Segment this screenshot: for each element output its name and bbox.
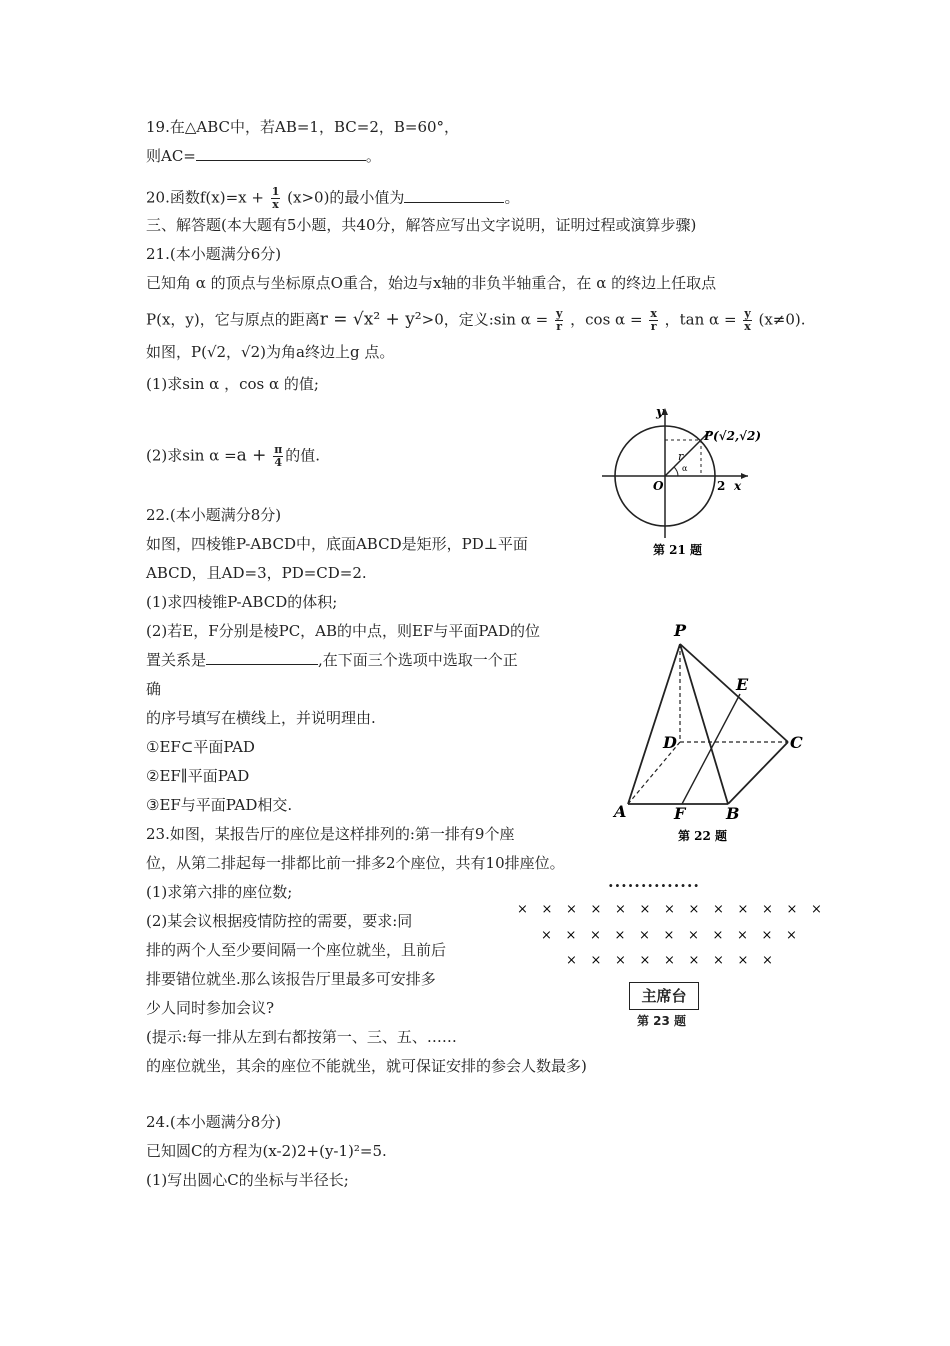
fig23-stage-box: 主席台 <box>629 982 699 1010</box>
fig21-y-label: y <box>656 405 664 420</box>
q21-part2: (2)求sin α =a + $\frac{\pi}{4}$ 的值. <box>146 443 321 469</box>
q20-answer-blank[interactable] <box>404 188 504 203</box>
q22-title: 22.(本小题满分8分) <box>146 506 282 524</box>
q21-frac-cos: $\frac{x}{r}$ <box>650 307 657 333</box>
q22-part2d: 的序号填写在横线上，并说明理由. <box>146 709 376 727</box>
seat-cross-icon: × <box>615 902 626 917</box>
seat-cross-icon: × <box>762 902 773 917</box>
fig22-d-label: D <box>663 733 677 752</box>
edge-pc <box>680 644 788 742</box>
fig23-caption: 第 23 题 <box>637 1014 687 1028</box>
seat-cross-icon: × <box>664 953 675 968</box>
fig22-caption: 第 22 题 <box>678 829 728 843</box>
fig21-two-label: 2 <box>717 479 726 493</box>
q20-suffix: 。 <box>504 188 520 207</box>
q21-figure <box>598 404 788 568</box>
seat-cross-icon: × <box>565 928 577 943</box>
seat-cross-icon: × <box>688 902 700 917</box>
q21-line3: 如图，P(√2，√2)为角a终边上g 点。 <box>146 343 395 361</box>
q20-prefix: 20.函数f(x)=x + <box>146 188 264 207</box>
q22-part1: (1)求四棱锥P-ABCD的体积; <box>146 593 338 611</box>
q23-line1: 23.如图，某报告厅的座位是这样排列的:第一排有9个座 <box>146 825 515 843</box>
edge-bc <box>728 742 788 804</box>
q23-part2c: 排要错位就坐.那么该报告厅里最多可安排多 <box>146 970 436 988</box>
seat-cross-icon: × <box>590 902 602 917</box>
seat-cross-icon: × <box>639 953 651 968</box>
seat-cross-icon: × <box>688 928 699 943</box>
q21-line1: 已知角 α 的顶点与坐标原点O重合，始边与x轴的非负半轴重合，在 α 的终边上任取点 <box>146 274 717 292</box>
q23-part2b: 排的两个人至少要间隔一个座位就坐，且前后 <box>146 941 447 959</box>
q21-line2: P(x，y)，它与原点的距离r = √x² + y²>0，定义:sin α = $\frac{y}{r}$ ，cos α = $\frac{x}{r}$ ，tan α = $\frac{y}{x}$ (x≠0). <box>146 307 806 333</box>
seat-cross-icon: × <box>761 928 773 943</box>
q19-suffix: 。 <box>365 147 381 165</box>
q22-line2: ABCD，且AD=3，PD=CD=2. <box>146 564 367 582</box>
seat-cross-icon: × <box>541 902 553 917</box>
q22-part2: (2)若E，F分别是棱PC，AB的中点，则EF与平面PAD的位 <box>146 622 540 640</box>
q24-title: 24.(本小题满分8分) <box>146 1113 282 1131</box>
fig22-e-label: E <box>736 675 749 694</box>
seat-cross-icon: × <box>517 902 528 917</box>
fig23-back-row-dots: ·············· <box>608 876 700 895</box>
seat-cross-icon: × <box>664 902 675 917</box>
fig22-b-label: B <box>726 804 740 823</box>
seat-cross-icon: × <box>639 902 651 917</box>
q20-middle: (x>0)的最小值为 <box>287 188 405 207</box>
fig21-o-label: O <box>653 479 664 493</box>
seat-cross-icon: × <box>737 902 749 917</box>
seat-cross-icon: × <box>590 928 601 943</box>
section3-heading: 三、解答题(本大题有5小题，共40分，解答应写出文字说明，证明过程或演算步骤) <box>146 216 697 234</box>
seat-cross-icon: × <box>737 953 749 968</box>
q22-option2: ②EF∥平面PAD <box>146 767 250 785</box>
q23-hint2: 的座位就坐，其余的座位不能就坐，就可保证安排的参会人数最多) <box>146 1057 587 1075</box>
seat-cross-icon: × <box>786 928 797 943</box>
seat-cross-icon: × <box>566 902 577 917</box>
fig22-a-label: A <box>614 802 627 821</box>
angle-arc <box>674 467 678 476</box>
q20-line <box>146 186 519 211</box>
seat-cross-icon: × <box>737 928 748 943</box>
fig22-c-label: C <box>790 733 803 752</box>
fig21-r-label: r <box>678 450 684 463</box>
q21-title: 21.(本小题满分6分) <box>146 245 282 263</box>
fig22-p-label: P <box>674 621 687 640</box>
q19-line1: 19.在△ABC中，若AB=1，BC=2，B=60°， <box>146 118 460 136</box>
seat-cross-icon: × <box>713 902 724 917</box>
edge-pb <box>680 644 728 804</box>
seat-cross-icon: × <box>590 953 602 968</box>
fig21-caption: 第 21 题 <box>653 543 703 557</box>
q22-part2b: 置关系是 ,在下面三个选项中选取一个正 <box>146 651 518 669</box>
q21-part1: (1)求sin α ，cos α 的值; <box>146 375 319 393</box>
q22-answer-blank[interactable] <box>206 650 318 665</box>
q23-hint1: (提示:每一排从左到右都按第一、三、五、…… <box>146 1028 457 1046</box>
fig22-f-label: F <box>674 804 686 823</box>
q23-part1: (1)求第六排的座位数; <box>146 883 293 901</box>
q21-frac-sin: $\frac{y}{r}$ <box>555 307 563 333</box>
seat-cross-icon: × <box>541 928 552 943</box>
q23-line2: 位，从第二排起每一排都比前一排多2个座位，共有10排座位。 <box>146 854 565 872</box>
seat-cross-icon: × <box>712 928 724 943</box>
seat-cross-icon: × <box>614 928 626 943</box>
fig21-alpha-label: α <box>682 464 688 473</box>
seat-cross-icon: × <box>688 953 700 968</box>
q21-frac-tan: $\frac{y}{x}$ <box>744 307 751 333</box>
q22-option1: ①EF⊂平面PAD <box>146 738 255 756</box>
q20-fraction: $\frac{1}{x}$ <box>271 185 280 211</box>
q22-option3: ③EF与平面PAD相交. <box>146 796 293 814</box>
x-arrow-icon <box>741 473 748 479</box>
seat-cross-icon: × <box>566 953 577 968</box>
edge-pa <box>628 644 680 804</box>
q23-part2d: 少人同时参加会议? <box>146 999 275 1017</box>
seat-cross-icon: × <box>713 953 724 968</box>
q23-figure <box>505 876 825 1036</box>
q23-part2a: (2)某会议根据疫情防控的需要，要求:同 <box>146 912 413 930</box>
seat-cross-icon: × <box>639 928 650 943</box>
q22-part2c: 确 <box>146 680 162 698</box>
seat-cross-icon: × <box>762 953 773 968</box>
q24-line1: 已知圆C的方程为(x-2)2+(y-1)²=5. <box>146 1142 387 1160</box>
segment-ef <box>682 694 740 804</box>
seat-cross-icon: × <box>811 902 822 917</box>
q21-r-formula: r = √x² + y² <box>319 309 422 330</box>
seat-cross-icon: × <box>615 953 626 968</box>
q24-part1: (1)写出圆心C的坐标与半径长; <box>146 1171 349 1189</box>
q22-figure <box>608 614 818 848</box>
q21-frac-pi: $\frac{\pi}{4}$ <box>274 443 283 469</box>
fig21-p-label: P(√2,√2) <box>704 429 762 443</box>
seat-cross-icon: × <box>786 902 798 917</box>
q19-prefix: 则AC= <box>146 147 196 165</box>
fig21-x-label: x <box>734 479 742 493</box>
q19-line2 <box>146 146 381 166</box>
q22-line1: 如图，四棱锥P-ABCD中，底面ABCD是矩形，PD⊥平面 <box>146 535 528 553</box>
seat-cross-icon: × <box>663 928 675 943</box>
q19-answer-blank[interactable] <box>196 146 366 161</box>
